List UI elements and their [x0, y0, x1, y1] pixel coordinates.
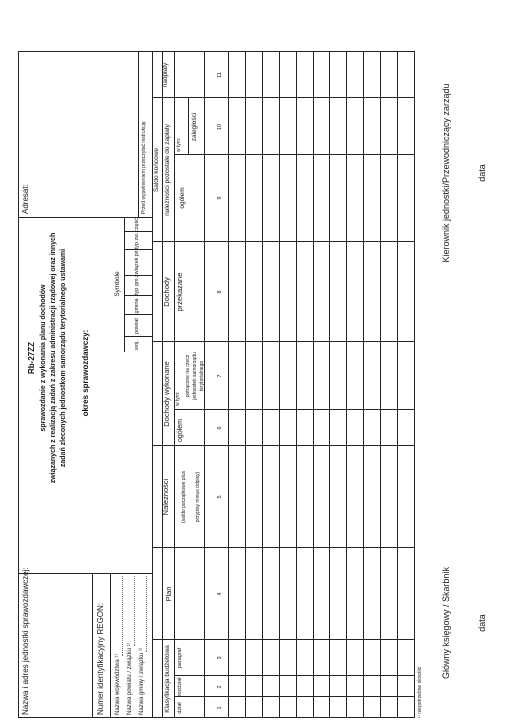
- symbol-gmina: gmina: [134, 298, 140, 314]
- table-row-line: [380, 52, 381, 718]
- instruction-line: [138, 52, 139, 218]
- instruction-note: Przed wypełnieniem przeczytać instrukcję: [141, 121, 147, 214]
- table-row-line: [245, 52, 246, 718]
- title-line-1: sprawozdanie z wykonania planu dochodów: [40, 284, 47, 432]
- reporter-name-label: Nazwa i adres jednostki sprawozdawczej:: [21, 567, 30, 715]
- symbol-typ-zw: typ zw.: [134, 232, 140, 250]
- regon-label: Numer identyfikacyjny REGON:: [96, 602, 105, 715]
- commune-dots[interactable]: [146, 576, 147, 652]
- dzial-header: dział: [177, 702, 183, 714]
- potracone-line-1: potrącone na rzecz: [185, 354, 191, 398]
- w-tym-label: w tym:: [175, 391, 181, 406]
- column-number: 6: [217, 426, 223, 430]
- column-number: 10: [217, 123, 223, 131]
- column-number: 5: [217, 495, 223, 499]
- column-number: 3: [217, 656, 223, 660]
- column-number-line: [228, 52, 229, 718]
- rozdzial-header: rozdział: [177, 677, 183, 697]
- symbols-label: Symbole: [114, 271, 121, 297]
- frame-left-line: [18, 717, 415, 718]
- period-label: okres sprawozdawczy:: [81, 329, 90, 417]
- frame-top-line: [18, 52, 19, 718]
- classification-header: Klasyfikacja budżetowa: [164, 645, 171, 713]
- symbol-woj: woj.: [134, 340, 140, 350]
- potracone-line-2: jednostek samorządu: [192, 352, 198, 400]
- naleznosci-pozostale-header: należności pozostałe do zapłaty: [164, 124, 171, 216]
- title-line-2: związanych z realizacją zadań z zakresu administracji rządowej oraz innych: [50, 232, 57, 484]
- symbol-czesc: część: [134, 217, 140, 233]
- zaleglosci-w-tym: w tym:: [176, 137, 182, 152]
- column-number: 4: [217, 592, 223, 596]
- zaleglosci-sub-line: [188, 98, 189, 155]
- symbol-zwiazek: związek jst.: [134, 248, 140, 278]
- col-sep-naleznosci-ogolem: [174, 154, 414, 155]
- voivodeship-dots[interactable]: [122, 576, 123, 656]
- table-row-line: [346, 52, 347, 718]
- ogolem-header: ogółem: [177, 419, 184, 442]
- regon-top-line: [92, 574, 93, 718]
- manager-signature-label: Kierownik jednostki/Przewodniczący zarządu: [441, 83, 451, 263]
- naleznosci-ogolem-header: ogółem: [179, 187, 186, 209]
- footnote: ¹⁾ niepotrzebne skreślić: [417, 666, 423, 718]
- nadplaty-header: nadpłaty: [162, 62, 169, 88]
- column-number: 7: [217, 374, 223, 378]
- manager-date-label: data: [477, 164, 487, 182]
- frame-right-line: [18, 51, 415, 52]
- dochody-przekazane-line-2: przekazane: [175, 272, 184, 312]
- col-sep-dochody-wykonane: [152, 341, 414, 342]
- naleznosci-note-2: przypisy minus odpisy): [195, 471, 201, 523]
- header-divider-left: [18, 573, 152, 574]
- commune-label: Nazwa gminy / związku ¹⁾: [139, 647, 145, 715]
- column-number: 11: [217, 72, 223, 78]
- col-sep-przekazane: [152, 241, 414, 242]
- voivodeship-label: Nazwa województwa ¹⁾: [115, 654, 121, 715]
- table-row-line: [363, 52, 364, 718]
- district-dots[interactable]: [134, 576, 135, 646]
- symbol-sep: [124, 336, 152, 337]
- naleznosci-note-1: (saldo początkowe plus: [181, 471, 187, 523]
- accountant-signature-label: Główny księgowy / Skarbnik: [441, 566, 451, 680]
- potracone-line-3: terytorialnego: [199, 360, 205, 392]
- saldo-sub-line: [162, 98, 163, 242]
- symbol-typ-gm: typ gm.: [134, 276, 140, 296]
- symbol-sep: [124, 314, 152, 315]
- header-divider-right: [18, 217, 152, 218]
- column-number: 2: [217, 685, 223, 689]
- dochody-wykonane-header: Dochody wykonane: [162, 361, 171, 427]
- regon-bottom-line: [110, 574, 111, 718]
- form-code: Rb-27ZZ: [27, 342, 36, 374]
- symbol-powiat: powiat: [134, 318, 140, 334]
- addressee-label: Adresat:: [21, 184, 30, 214]
- column-number: 1: [217, 706, 223, 710]
- col-sep-paragraf: [152, 639, 414, 640]
- title-line-3: zadań zleconych jednostkom samorządu terytorialnego ustawami: [60, 248, 67, 468]
- table-row-line: [329, 52, 330, 718]
- col-sep-plan: [152, 547, 414, 548]
- table-row-line: [279, 52, 280, 718]
- col-sep-rozdzial: [174, 675, 414, 676]
- zaleglosci-header: zaległości: [191, 112, 198, 142]
- table-row-line: [313, 52, 314, 718]
- plan-header: Plan: [164, 586, 173, 602]
- paragraf-header: paragraf: [177, 647, 183, 669]
- col-sep-ogolem: [174, 409, 414, 410]
- col-sep-dzial: [174, 696, 414, 697]
- frame-bottom-line: [414, 52, 415, 718]
- saldo-koncowe-header: Saldo końcowe: [153, 147, 160, 193]
- table-header-line-2: [174, 52, 175, 718]
- col-sep-zaleglosci: [152, 97, 414, 98]
- naleznosci-header: Należności: [161, 478, 170, 516]
- symbol-sep: [124, 295, 152, 296]
- symbols-mid-line: [124, 218, 125, 352]
- table-row-line: [397, 52, 398, 718]
- dochody-przekazane-line-1: Dochody: [162, 277, 171, 307]
- table-row-line: [296, 52, 297, 718]
- accountant-date-label: data: [477, 614, 487, 632]
- column-number: 9: [217, 196, 223, 200]
- table-row-line: [262, 52, 263, 718]
- district-label: Nazwa powiatu / związku ¹⁾: [127, 642, 133, 715]
- column-number: 8: [217, 290, 223, 294]
- col-sep-naleznosci: [152, 445, 414, 446]
